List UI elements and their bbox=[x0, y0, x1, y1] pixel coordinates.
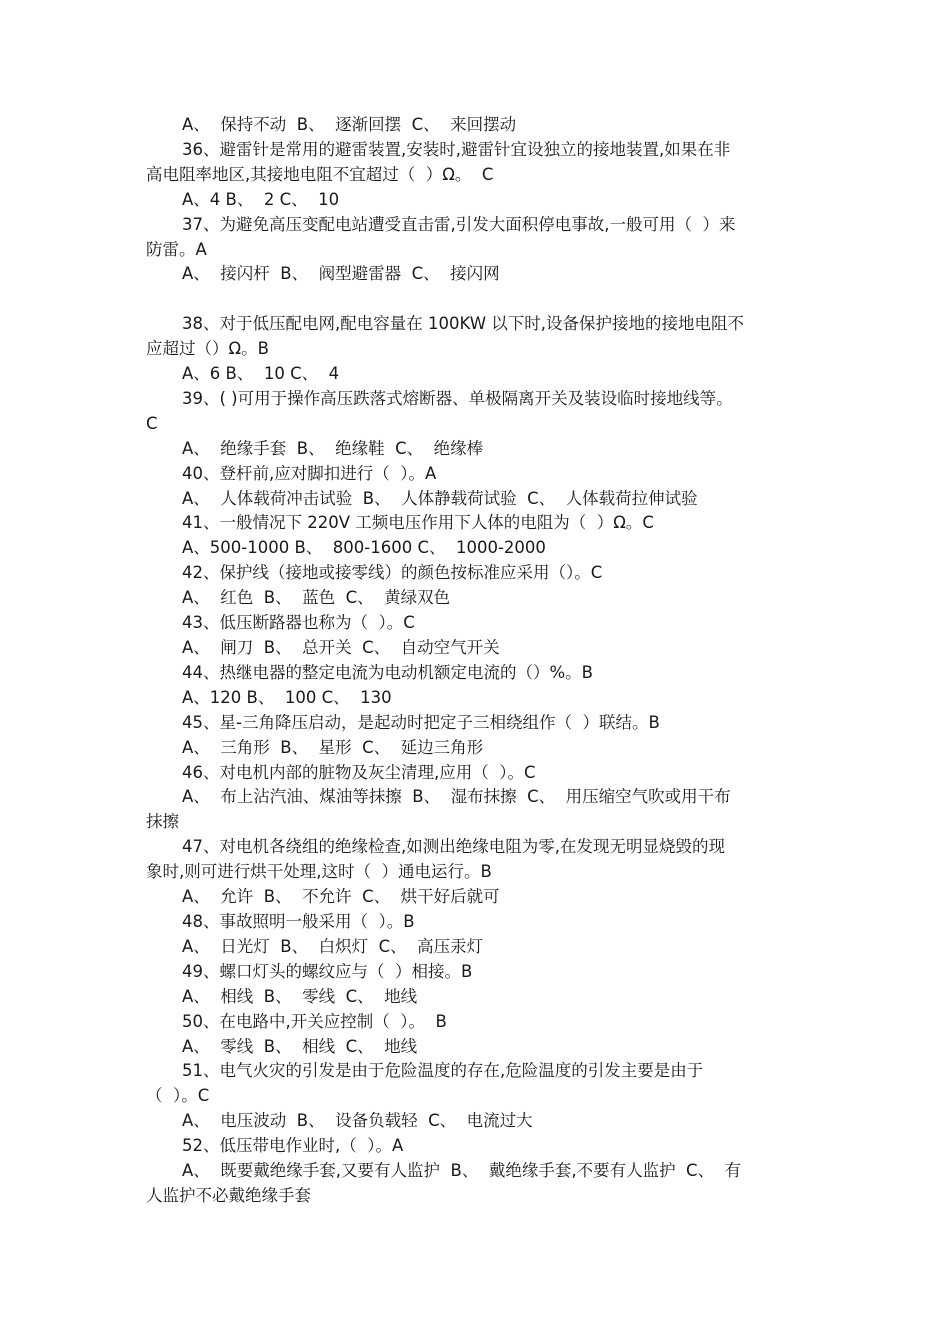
text-line: 36、避雷针是常用的避雷装置,安装时,避雷针宜设独立的接地装置,如果在非 bbox=[182, 139, 731, 159]
text-line: 44、热继电器的整定电流为电动机额定电流的（）%。B bbox=[182, 662, 593, 682]
text-line: 应超过（）Ω。B bbox=[146, 339, 269, 359]
text-line: A、 闸刀 B、 总开关 C、 自动空气开关 bbox=[182, 638, 500, 658]
text-line: A、 电压波动 B、 设备负载轻 C、 电流过大 bbox=[182, 1111, 533, 1131]
text-line: 38、对于低压配电网,配电容量在 100KW 以下时,设备保护接地的接地电阻不 bbox=[182, 314, 745, 334]
text-line: 45、星-三角降压启动，是起动时把定子三相绕组作（ ）联结。B bbox=[182, 712, 660, 732]
text-line: A、 红色 B、 蓝色 C、 黄绿双色 bbox=[182, 588, 451, 608]
text-line: A、6 B、 10 C、 4 bbox=[182, 364, 340, 384]
text-line: A、500-1000 B、 800-1600 C、 1000-2000 bbox=[182, 538, 546, 558]
text-line: A、 零线 B、 相线 C、 地线 bbox=[182, 1036, 418, 1056]
text-line: 人监护不必戴绝缘手套 bbox=[146, 1185, 311, 1205]
text-line: 52、低压带电作业时,（ ）。A bbox=[182, 1136, 404, 1156]
text-line: A、 绝缘手套 B、 绝缘鞋 C、 绝缘棒 bbox=[182, 438, 484, 458]
blank-line bbox=[146, 287, 810, 312]
text-line: 47、对电机各绕组的绝缘检查,如测出绝缘电阻为零,在发现无明显烧毁的现 bbox=[182, 837, 725, 857]
text-line: 51、电气火灾的引发是由于危险温度的存在,危险温度的引发主要是由于 bbox=[182, 1061, 704, 1081]
text-line: 41、一般情况下 220V 工频电压作用下人体的电阻为（ ）Ω。C bbox=[182, 513, 654, 533]
text-line: 49、螺口灯头的螺纹应与（ ）相接。B bbox=[182, 961, 473, 981]
text-line: 48、事故照明一般采用（ ）。B bbox=[182, 911, 415, 931]
text-line: 42、保护线（接地或接零线）的颜色按标准应采用（）。C bbox=[182, 563, 603, 583]
text-line: A、 三角形 B、 星形 C、 延边三角形 bbox=[182, 737, 484, 757]
text-line: 43、低压断路器也称为（ ）。C bbox=[182, 613, 415, 633]
text-line: A、 布上沾汽油、煤油等抹擦 B、 湿布抹擦 C、 用压缩空气吹或用干布 bbox=[182, 787, 731, 807]
text-line: 50、在电路中,开关应控制（ ）。 B bbox=[182, 1011, 447, 1031]
text-line: 46、对电机内部的脏物及灰尘清理,应用（ ）。C bbox=[182, 762, 536, 782]
text-line: A、 接闪杆 B、 阀型避雷器 C、 接闪网 bbox=[182, 264, 500, 284]
text-line: 抹擦 bbox=[146, 812, 179, 832]
text-line: 高电阻率地区,其接地电阻不宜超过（ ）Ω。 C bbox=[146, 164, 494, 184]
text-line: A、 保持不动 B、 逐渐回摆 C、 来回摆动 bbox=[182, 115, 517, 134]
text-line: C bbox=[146, 413, 158, 433]
text-line: 39、( )可用于操作高压跌落式熔断器、单极隔离开关及装设临时接地线等。 bbox=[182, 388, 733, 408]
text-line: A、120 B、 100 C、 130 bbox=[182, 687, 392, 707]
text-line: （ ）。C bbox=[146, 1086, 210, 1106]
text-line: A、 允许 B、 不允许 C、 烘干好后就可 bbox=[182, 887, 500, 907]
text-line: 象时,则可进行烘干处理,这时（ ）通电运行。B bbox=[146, 862, 492, 882]
text-line: A、 相线 B、 零线 C、 地线 bbox=[182, 986, 418, 1006]
text-line: A、 人体载荷冲击试验 B、 人体静载荷试验 C、 人体载荷拉伸试验 bbox=[182, 488, 698, 508]
text-line: A、 既要戴绝缘手套,又要有人监护 B、 戴绝缘手套,不要有人监护 C、 有 bbox=[182, 1161, 742, 1181]
text-line: 37、为避免高压变配电站遭受直击雷,引发大面积停电事故,一般可用（ ）来 bbox=[182, 214, 736, 234]
text-line: 40、登杆前,应对脚扣进行（ ）。A bbox=[182, 463, 437, 483]
text-line: A、4 B、 2 C、 10 bbox=[182, 189, 340, 209]
text-line: A、 日光灯 B、 白炽灯 C、 高压汞灯 bbox=[182, 936, 484, 956]
text-line: 防雷。A bbox=[146, 239, 207, 259]
document-page bbox=[146, 113, 810, 1209]
